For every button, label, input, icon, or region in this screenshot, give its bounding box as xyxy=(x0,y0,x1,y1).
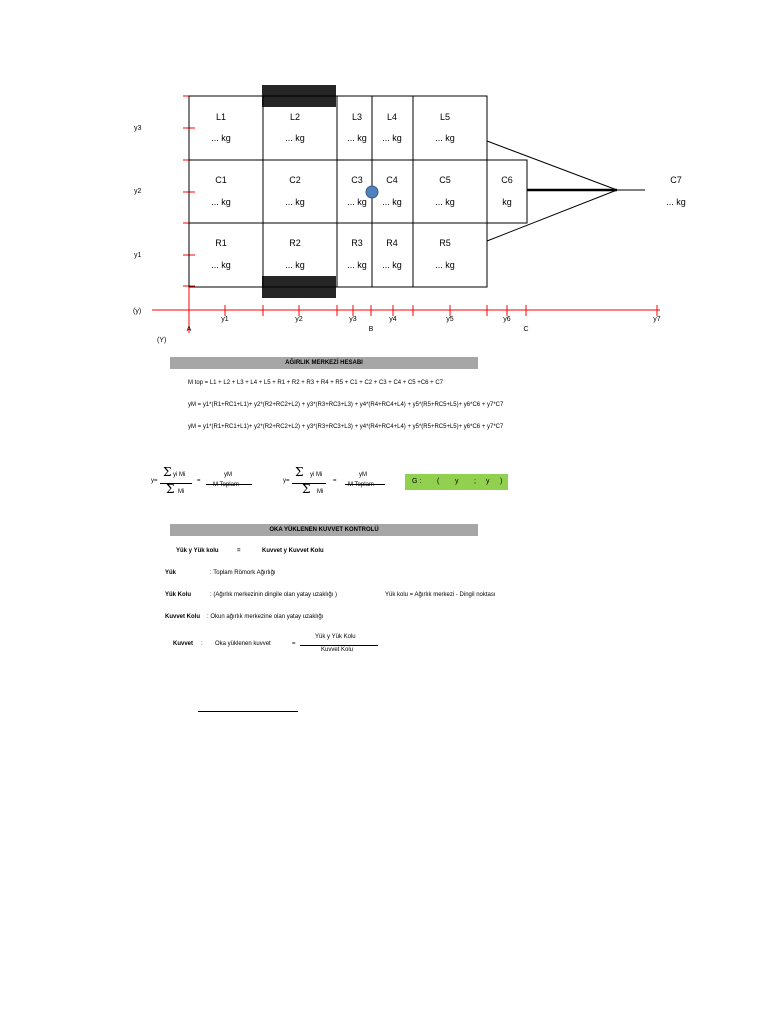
cell-L3-name: L3 xyxy=(351,112,363,122)
center-of-gravity-marker xyxy=(366,186,378,198)
yuk-kolu-label: Yük Kolu xyxy=(165,592,192,598)
kuvvet-kolu-description: : Okun ağırlık merkezine olan yatay uzaklığı xyxy=(207,614,324,620)
cell-L2-name: L2 xyxy=(289,112,301,122)
tick-y3: y3 xyxy=(349,316,357,323)
cell-L1-weight: ... kg xyxy=(211,133,231,143)
result-underline xyxy=(198,711,298,712)
cell-C7-name: C7 xyxy=(670,175,682,185)
kuvvet-denominator: Kuvvet Kolu xyxy=(321,647,354,653)
cell-L2-weight: ... kg xyxy=(285,133,305,143)
yuk-kolu-formula: Yük kolu = Ağırlık merkezi - Dingil noktası xyxy=(385,592,496,598)
kuvvet-fraction-line xyxy=(300,645,378,646)
main-equation-rhs: Kuvvet y Kuvvet Kolu xyxy=(262,548,324,554)
cell-R5-name: R5 xyxy=(439,238,451,248)
yuk-description: : Toplam Römork Ağırlığı xyxy=(210,570,276,576)
cell-R2-weight: ... kg xyxy=(285,260,305,270)
point-A: A xyxy=(186,326,192,333)
cell-C2-name: C2 xyxy=(289,175,301,185)
kuvvet-colon: : xyxy=(201,641,203,647)
cell-L4-weight: ... kg xyxy=(382,133,402,143)
cell-C2-weight: ... kg xyxy=(285,197,305,207)
cell-C3-name: C3 xyxy=(351,175,363,185)
tick-y2: y2 xyxy=(295,316,303,323)
yuk-kolu-description: : (Ağırlık merkezinin dingile olan yatay uzaklığı ) xyxy=(210,592,338,598)
ym-formula-2: yM = y1*(R1+RC1+L1)+ y2*(R2+RC2+L2) + y3*(R3+RC3+L3) + y4*(R4+RC4+L4) + y5*(R5+RC5+L5)+ y6*C6 + y7*C7 xyxy=(188,424,504,430)
formula-right-equals: = xyxy=(333,478,337,484)
g-y-value-2: y xyxy=(486,478,490,485)
tick-y4: y4 xyxy=(389,316,397,323)
cell-L5-name: L5 xyxy=(439,112,451,122)
point-C: C xyxy=(523,326,529,333)
sum-symbol-top-right: Σ xyxy=(295,465,304,479)
cell-L3-weight: ... kg xyxy=(347,133,367,143)
axis-label-y-origin: (y) xyxy=(133,308,142,315)
g-label: G : xyxy=(412,478,422,485)
tick-y7: y7 xyxy=(653,316,661,323)
g-separator: ; xyxy=(474,478,476,485)
kuvvet-equals: = xyxy=(292,641,296,647)
mtop-formula: M top = L1 + L2 + L3 + L4 + L5 + R1 + R2 + R3 + R4 + R5 + C1 + C2 + C3 + C4 + C5 +C6 + C7 xyxy=(188,380,443,386)
formula-right-num-ym: yM xyxy=(359,472,367,478)
cell-C3-weight: ... kg xyxy=(347,197,367,207)
g-open-paren: ( xyxy=(437,478,440,485)
cell-R4-weight: ... kg xyxy=(382,260,402,270)
cell-R5-weight: ... kg xyxy=(435,260,455,270)
ym-formula-1: yM = y1*(R1+RC1+L1)+ y2*(R2+RC2+L2) + y3*(R3+RC3+L3) + y4*(R4+RC4+L4) + y5*(R5+RC5+L5)+ y6*C6 + y7*C7 xyxy=(188,402,504,408)
axis-label-y2: y2 xyxy=(134,188,142,195)
kuvvet-label: Kuvvet xyxy=(173,641,194,647)
formula-left-y-eq: y= xyxy=(151,478,158,484)
section-title-center-of-gravity: AĞIRLIK MERKEZİ HESABI xyxy=(170,357,478,369)
g-close-paren: ) xyxy=(500,478,503,485)
cell-C1-weight: ... kg xyxy=(211,197,231,207)
axis-label-y1: y1 xyxy=(134,252,142,259)
formula-left-denominator: Mi xyxy=(178,489,185,495)
yuk-label: Yük xyxy=(165,570,177,576)
formula-left-num-ym: yM xyxy=(224,472,232,478)
cell-C6-weight: kg xyxy=(502,197,512,207)
formula-right-den-mtoplam: M Toplam xyxy=(348,482,374,488)
section-title-drawbar-force: OKA YÜKLENEN KUVVET KONTROLÜ xyxy=(170,524,478,536)
cell-L5-weight: ... kg xyxy=(435,133,455,143)
formula-right-numerator: yi Mi xyxy=(310,472,323,478)
cell-C7-weight: ... kg xyxy=(666,197,686,207)
formula-left-den-mtoplam: M Toplam xyxy=(213,482,239,488)
tick-y1: y1 xyxy=(221,316,229,323)
cell-C1-name: C1 xyxy=(215,175,227,185)
fraction-line-left xyxy=(160,483,192,484)
g-y-value-1: y xyxy=(455,478,459,485)
tick-y6: y6 xyxy=(503,316,511,323)
formula-left-equals: = xyxy=(197,478,201,484)
cell-C4-name: C4 xyxy=(386,175,398,185)
kuvvet-description: Oka yüklenen kuvvet xyxy=(215,641,271,647)
trailer-diagram xyxy=(0,0,768,345)
cell-R3-name: R3 xyxy=(351,238,363,248)
main-equation-equals: = xyxy=(237,548,241,554)
cell-C6-name: C6 xyxy=(501,175,513,185)
sum-symbol-top-left: Σ xyxy=(163,465,172,479)
cell-R1-name: R1 xyxy=(215,238,227,248)
center-of-gravity-result-box xyxy=(405,474,508,490)
formula-right-denominator: Mi xyxy=(317,489,324,495)
cell-L1-name: L1 xyxy=(215,112,227,122)
kuvvet-kolu-label: Kuvvet Kolu xyxy=(165,614,201,620)
cell-R1-weight: ... kg xyxy=(211,260,231,270)
formula-right-y-eq: y= xyxy=(283,478,290,484)
sum-symbol-bottom-right: Σ xyxy=(302,482,311,496)
kuvvet-numerator: Yük y Yük Kolu xyxy=(315,634,356,640)
cell-C5-weight: ... kg xyxy=(435,197,455,207)
tick-y5: y5 xyxy=(446,316,454,323)
point-B: B xyxy=(368,326,374,333)
cell-R2-name: R2 xyxy=(289,238,301,248)
cell-R3-weight: ... kg xyxy=(347,260,367,270)
cell-R4-name: R4 xyxy=(386,238,398,248)
cargo-grid xyxy=(189,96,645,287)
formula-left-numerator: yi Mi xyxy=(173,472,186,478)
sum-symbol-bottom-left: Σ xyxy=(166,482,175,496)
axis-label-y3: y3 xyxy=(134,125,142,132)
cell-C5-name: C5 xyxy=(439,175,451,185)
main-equation-lhs: Yük y Yük kolu xyxy=(176,548,219,554)
cell-L4-name: L4 xyxy=(386,112,398,122)
axis-label-Y: (Y) xyxy=(157,337,167,344)
cell-C4-weight: ... kg xyxy=(382,197,402,207)
